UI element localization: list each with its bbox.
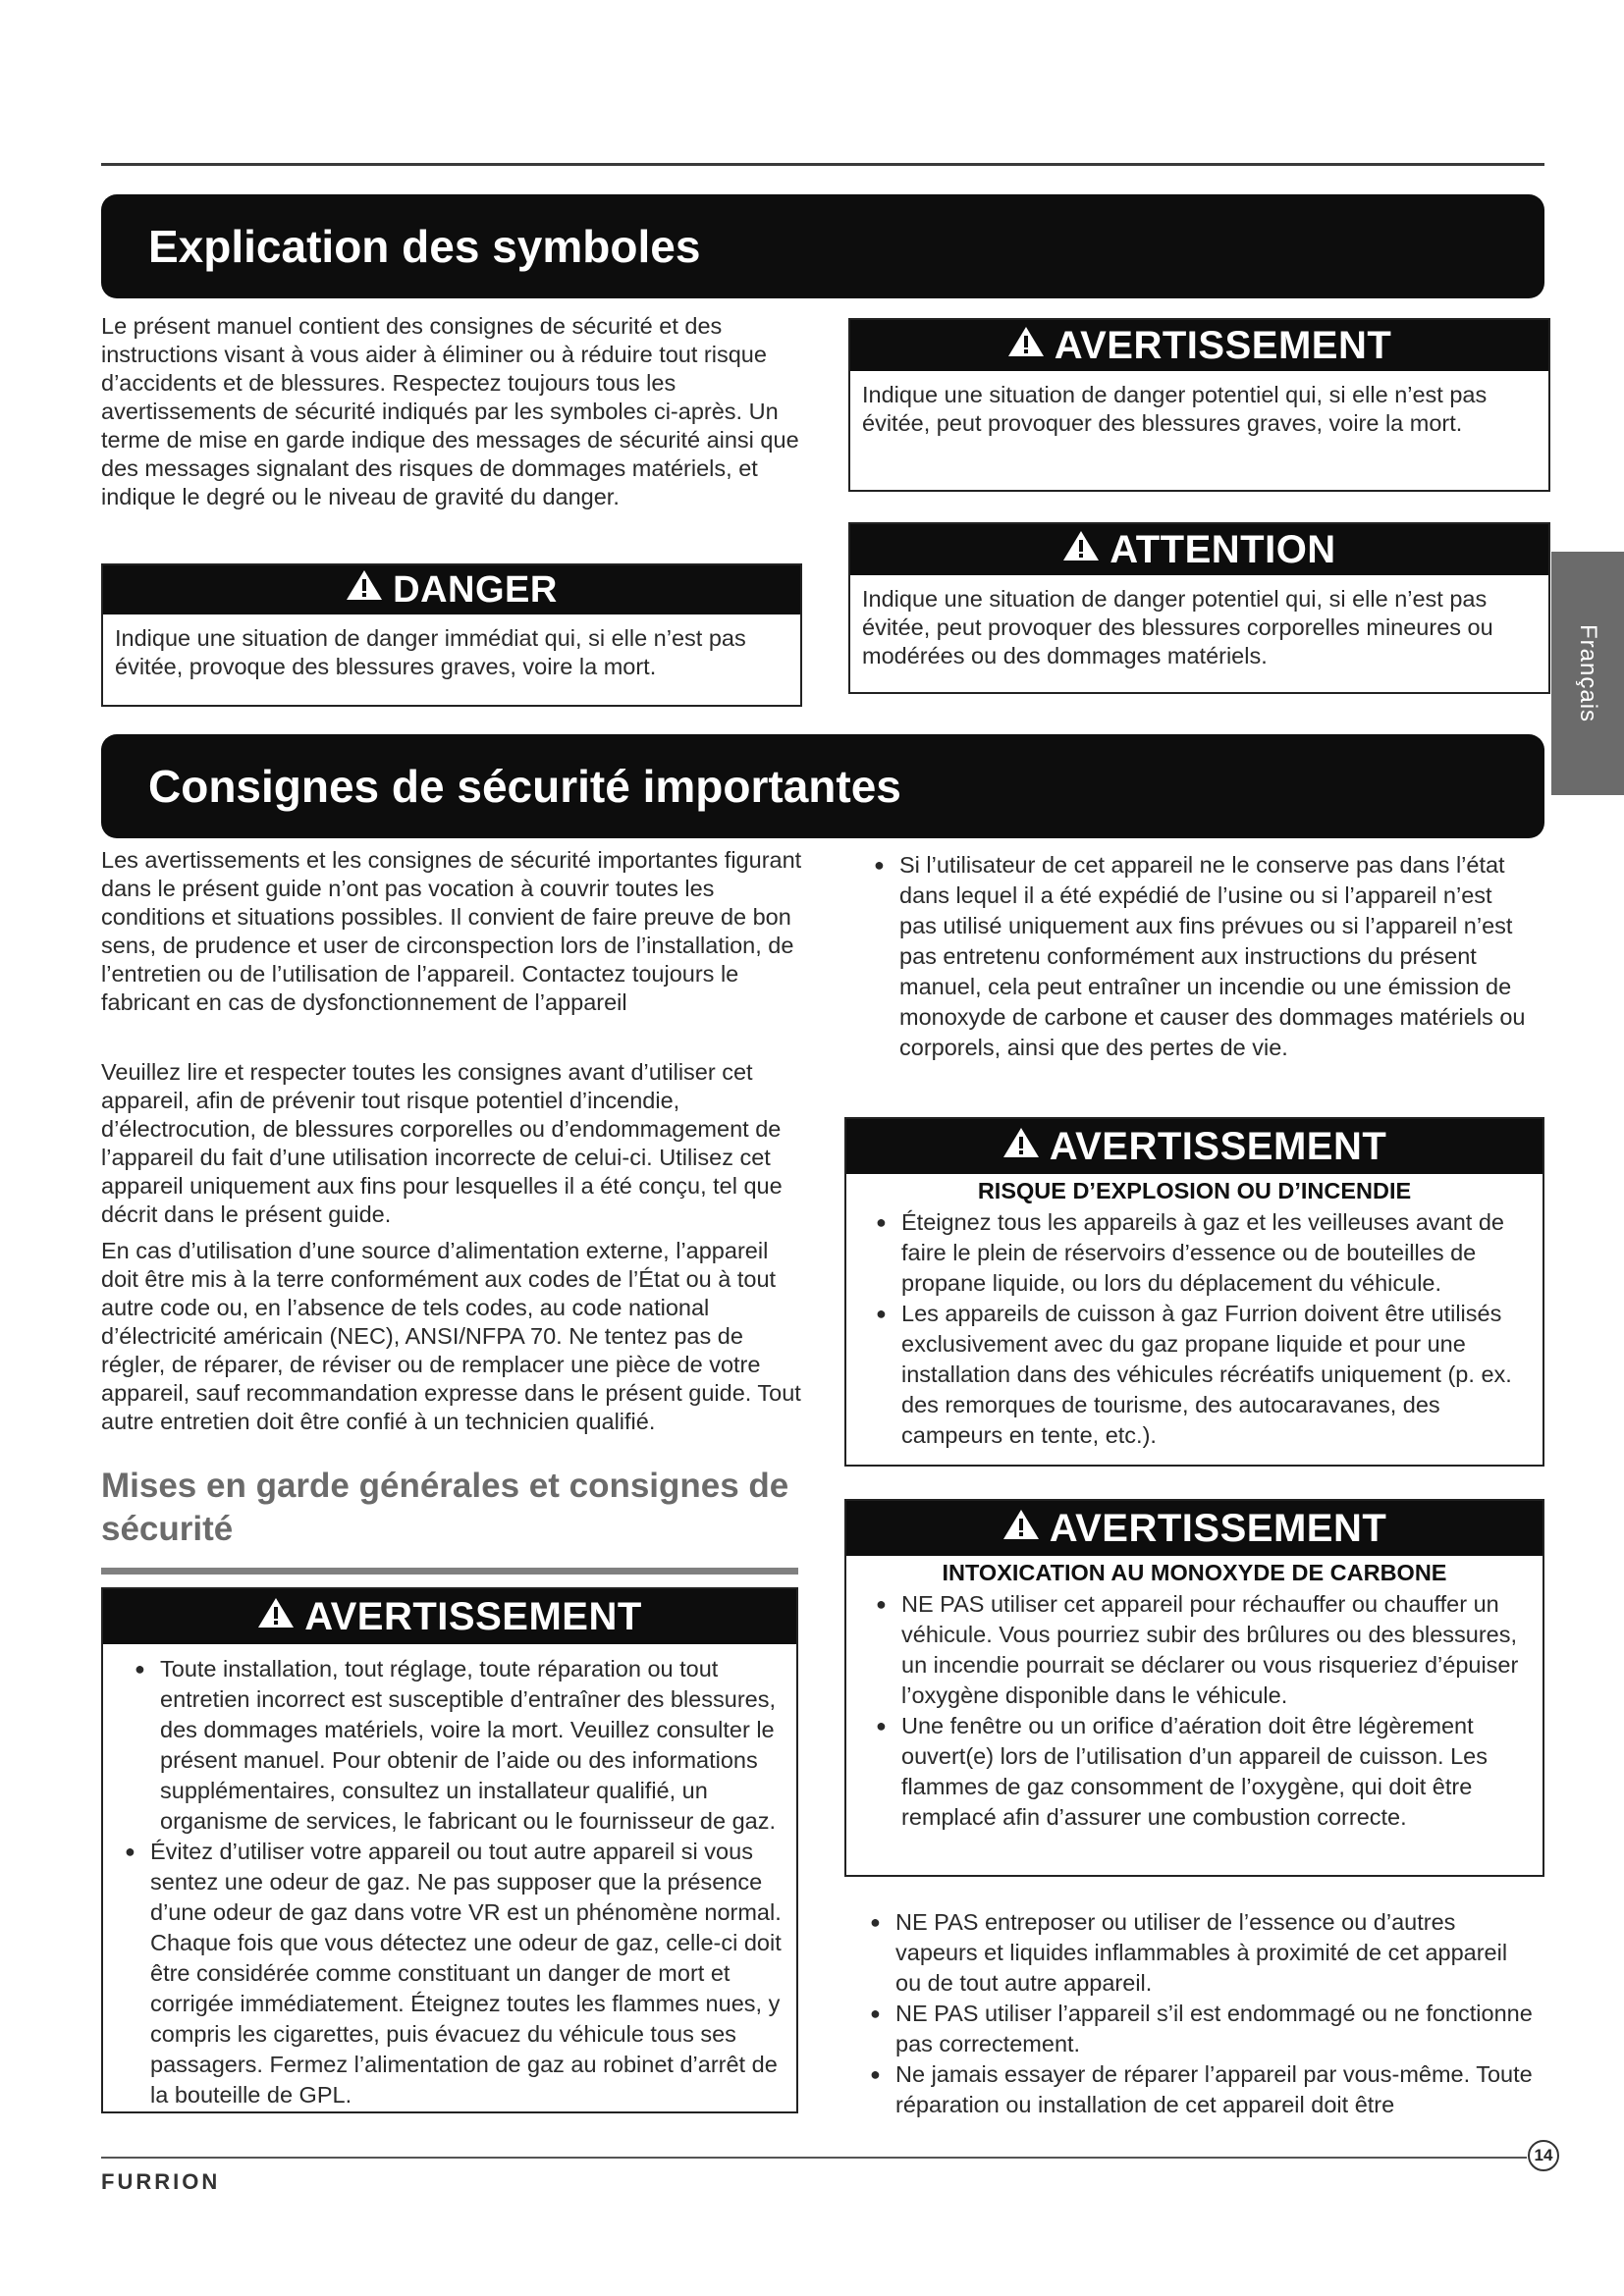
explosion-warning-label: AVERTISSEMENT bbox=[1049, 1124, 1387, 1168]
general-warning-list bbox=[103, 1644, 796, 2110]
caution-header bbox=[850, 524, 1548, 575]
right-top-list bbox=[864, 850, 1532, 1063]
danger-text: Indique une situation de danger immédiat qui, si elle n’est pas évitée, provoque des blessures graves, voire la mort. bbox=[115, 625, 746, 679]
co-warning-list bbox=[846, 1587, 1543, 1833]
brand-logo: FURRION bbox=[101, 2169, 221, 2194]
list-item: ● NE PAS entreposer ou utiliser de l’essence ou d’autres vapeurs et liquides inflammables à proximité de cet appareil ou de tout autre appareil. bbox=[870, 1909, 1508, 1996]
warning-box bbox=[848, 318, 1550, 492]
explosion-warning-box bbox=[844, 1117, 1544, 1467]
general-warning-header bbox=[103, 1589, 796, 1644]
section-title-text: Explication des symboles bbox=[148, 221, 701, 272]
explosion-warning-subtitle: RISQUE D’EXPLOSION OU D’INCENDIE bbox=[977, 1178, 1412, 1203]
warning-triangle-icon bbox=[1002, 1125, 1040, 1169]
caution-box bbox=[848, 522, 1550, 694]
intro-paragraph: Le présent manuel contient des consignes de sécurité et des instructions visant à vous aider à éliminer ou à réduire tout risque d’accidents et de blessures. Respectez toujours tous les avertissements de sécurité indiqués par les symboles ci-après. Un terme de mise en garde indique des messages de sécurité ainsi que des messages signalant des risques de dommages matériels, et indique le degré ou le niveau de gravité du danger. bbox=[101, 313, 799, 509]
list-item: ● Évitez d’utiliser votre appareil ou tout autre appareil si vous sentez une odeur de gaz. Ne pas supposer que la présence d’une odeur de gaz dans votre VR est un phénomène normal. Chaque fois que vous détectez une odeur de gaz, celle-ci doit être considérée comme constituant un danger de mort et corrigée immédiatement. Éteignez toutes les flammes nues, y compris les cigarettes, puis évacuez du véhicule tous ses passagers. Fermez l’alimentation de gaz au robinet d’arrêt de la bouteille de GPL. bbox=[125, 1839, 782, 2108]
section-title-safety bbox=[101, 734, 1544, 838]
co-warning-label: AVERTISSEMENT bbox=[1049, 1506, 1387, 1550]
page-number: 14 bbox=[1528, 2140, 1559, 2171]
bullet-icon: ● bbox=[125, 1842, 135, 1861]
explosion-warning-header bbox=[846, 1119, 1543, 1174]
list-item: ● NE PAS utiliser l’appareil s’il est endommagé ou ne fonctionne pas correctement. bbox=[870, 2001, 1533, 2056]
bullet-icon: ● bbox=[876, 1594, 887, 1614]
list-item: ● NE PAS utiliser cet appareil pour réchauffer ou chauffer un véhicule. Vous pourriez subir des brûlures ou des blessures, un incendie pourrait se déclarer ou vous risqueriez d’épuiser l’oxygène disponible dans le véhicule. bbox=[876, 1591, 1519, 1708]
danger-label: DANGER bbox=[393, 568, 558, 611]
bullet-icon: ● bbox=[874, 855, 885, 875]
bullet-icon: ● bbox=[876, 1212, 887, 1232]
warning-triangle-icon bbox=[1007, 324, 1045, 368]
list-item: ● Si l’utilisateur de cet appareil ne le conserve pas dans l’état dans lequel il a été expédié de l’usine ou si l’appareil n’est pas utilisé uniquement aux fins prévues ou si l’appareil n’est pas entretenu conformément aux instructions du présent manuel, cela peut entraîner un incendie ou une émission de monoxyde de carbone et causer des dommages matériels ou corporels, ainsi que des pertes de vie. bbox=[874, 852, 1526, 1060]
caution-label: ATTENTION bbox=[1110, 527, 1336, 571]
warning-triangle-icon bbox=[1002, 1507, 1040, 1551]
bullet-icon: ● bbox=[876, 1716, 887, 1735]
warning-label: AVERTISSEMENT bbox=[1054, 323, 1392, 367]
bullet-icon: ● bbox=[135, 1659, 145, 1679]
general-warning-label: AVERTISSEMENT bbox=[304, 1594, 642, 1638]
list-item: ● Les appareils de cuisson à gaz Furrion doivent être utilisés exclusivement avec du gaz propane liquide et pour une installation dans des véhicules récréatifs uniquement (p. ex. des remorques de tourisme, des autocaravanes, des campeurs en tente, etc.). bbox=[876, 1301, 1512, 1448]
general-warning-box bbox=[101, 1587, 798, 2113]
warning-triangle-icon bbox=[346, 568, 383, 612]
heading-underline bbox=[101, 1568, 798, 1575]
warning-triangle-icon bbox=[1062, 528, 1100, 572]
bullet-icon: ● bbox=[876, 1304, 887, 1323]
explosion-warning-list bbox=[846, 1205, 1543, 1451]
danger-header bbox=[103, 565, 800, 614]
bullet-icon: ● bbox=[870, 2064, 881, 2084]
list-item: ● Toute installation, tout réglage, toute réparation ou tout entretien incorrect est susceptible d’entraîner des blessures, des dommages matériels, voire la mort. Veuillez consulter le présent manuel. Pour obtenir de l’aide ou des informations supplémentaires, consultez un installateur qualifié, un organisme de services, le fabricant ou le fournisseur de gaz. bbox=[135, 1656, 776, 1834]
co-warning-box bbox=[844, 1499, 1544, 1877]
section-title-symbols bbox=[101, 194, 1544, 298]
footer-rule bbox=[101, 2157, 1527, 2159]
co-warning-header bbox=[846, 1501, 1543, 1556]
top-rule bbox=[101, 163, 1544, 166]
bullet-icon: ● bbox=[870, 2003, 881, 2023]
safety-paragraph-1: Les avertissements et les consignes de sécurité importantes figurant dans le présent guide n’ont pas vocation à couvrir toutes les conditions et situations possibles. Il convient de faire preuve de bon sens, de prudence et user de circonspection lors de l’installation, de l’entretien ou de l’utilisation de l’appareil. Contactez toujours le fabricant en cas de dysfonctionnement de l’appareil bbox=[101, 847, 802, 1015]
co-warning-subtitle: INTOXICATION AU MONOXYDE DE CARBONE bbox=[942, 1560, 1447, 1585]
safety-paragraph-3: En cas d’utilisation d’une source d’alimentation externe, l’appareil doit être mis à la terre conformément aux codes de l’État ou à tout autre code ou, en l’absence de tels codes, au code national d’électricité américain (NEC), ANSI/NFPA 70. Ne tentez pas de régler, de réparer, de réviser ou de remplacer une pièce de votre appareil, sauf recommandation expresse dans le présent guide. Tout autre entretien doit être confié à un technicien qualifié. bbox=[101, 1238, 801, 1434]
warning-text: Indique une situation de danger potentiel qui, si elle n’est pas évitée, peut provoquer des blessures graves, voire la mort. bbox=[862, 382, 1488, 436]
danger-box bbox=[101, 563, 802, 707]
bullet-icon: ● bbox=[870, 1912, 881, 1932]
list-item: ● Ne jamais essayer de réparer l’appareil par vous-même. Toute réparation ou installation de cet appareil doit être bbox=[870, 2061, 1533, 2117]
right-bottom-list bbox=[860, 1907, 1533, 2120]
general-warnings-heading: Mises en garde générales et consignes de sécurité bbox=[101, 1467, 789, 1548]
section-title-text: Consignes de sécurité importantes bbox=[148, 761, 901, 812]
language-tab-label: Français bbox=[1575, 623, 1601, 723]
safety-paragraph-2: Veuillez lire et respecter toutes les consignes avant d’utiliser cet appareil, afin de prévenir tout risque potentiel d’incendie, d’électrocution, de blessures corporelles ou d’endommagement de l’appareil du fait d’une utilisation incorrecte de celui-ci. Utilisez cet appareil uniquement aux fins pour lesquelles il a été conçu, tel que décrit dans le présent guide. bbox=[101, 1059, 783, 1227]
language-tab bbox=[1551, 552, 1624, 795]
list-item: ● Éteignez tous les appareils à gaz et les veilleuses avant de faire le plein de réservoirs d’essence ou de bouteilles de propane liquide, ou lors du déplacement du véhicule. bbox=[876, 1209, 1504, 1296]
warning-header bbox=[850, 320, 1548, 371]
warning-triangle-icon bbox=[257, 1595, 295, 1639]
caution-text: Indique une situation de danger potentiel qui, si elle n’est pas évitée, peut provoquer des blessures corporelles mineures ou modérées ou des dommages matériels. bbox=[862, 586, 1493, 668]
list-item: ● Une fenêtre ou un orifice d’aération doit être légèrement ouvert(e) lors de l’utilisation d’un appareil de cuisson. Les flammes de gaz consomment de l’oxygène, qui doit être remplacé afin d’assurer une combustion correcte. bbox=[876, 1713, 1488, 1830]
